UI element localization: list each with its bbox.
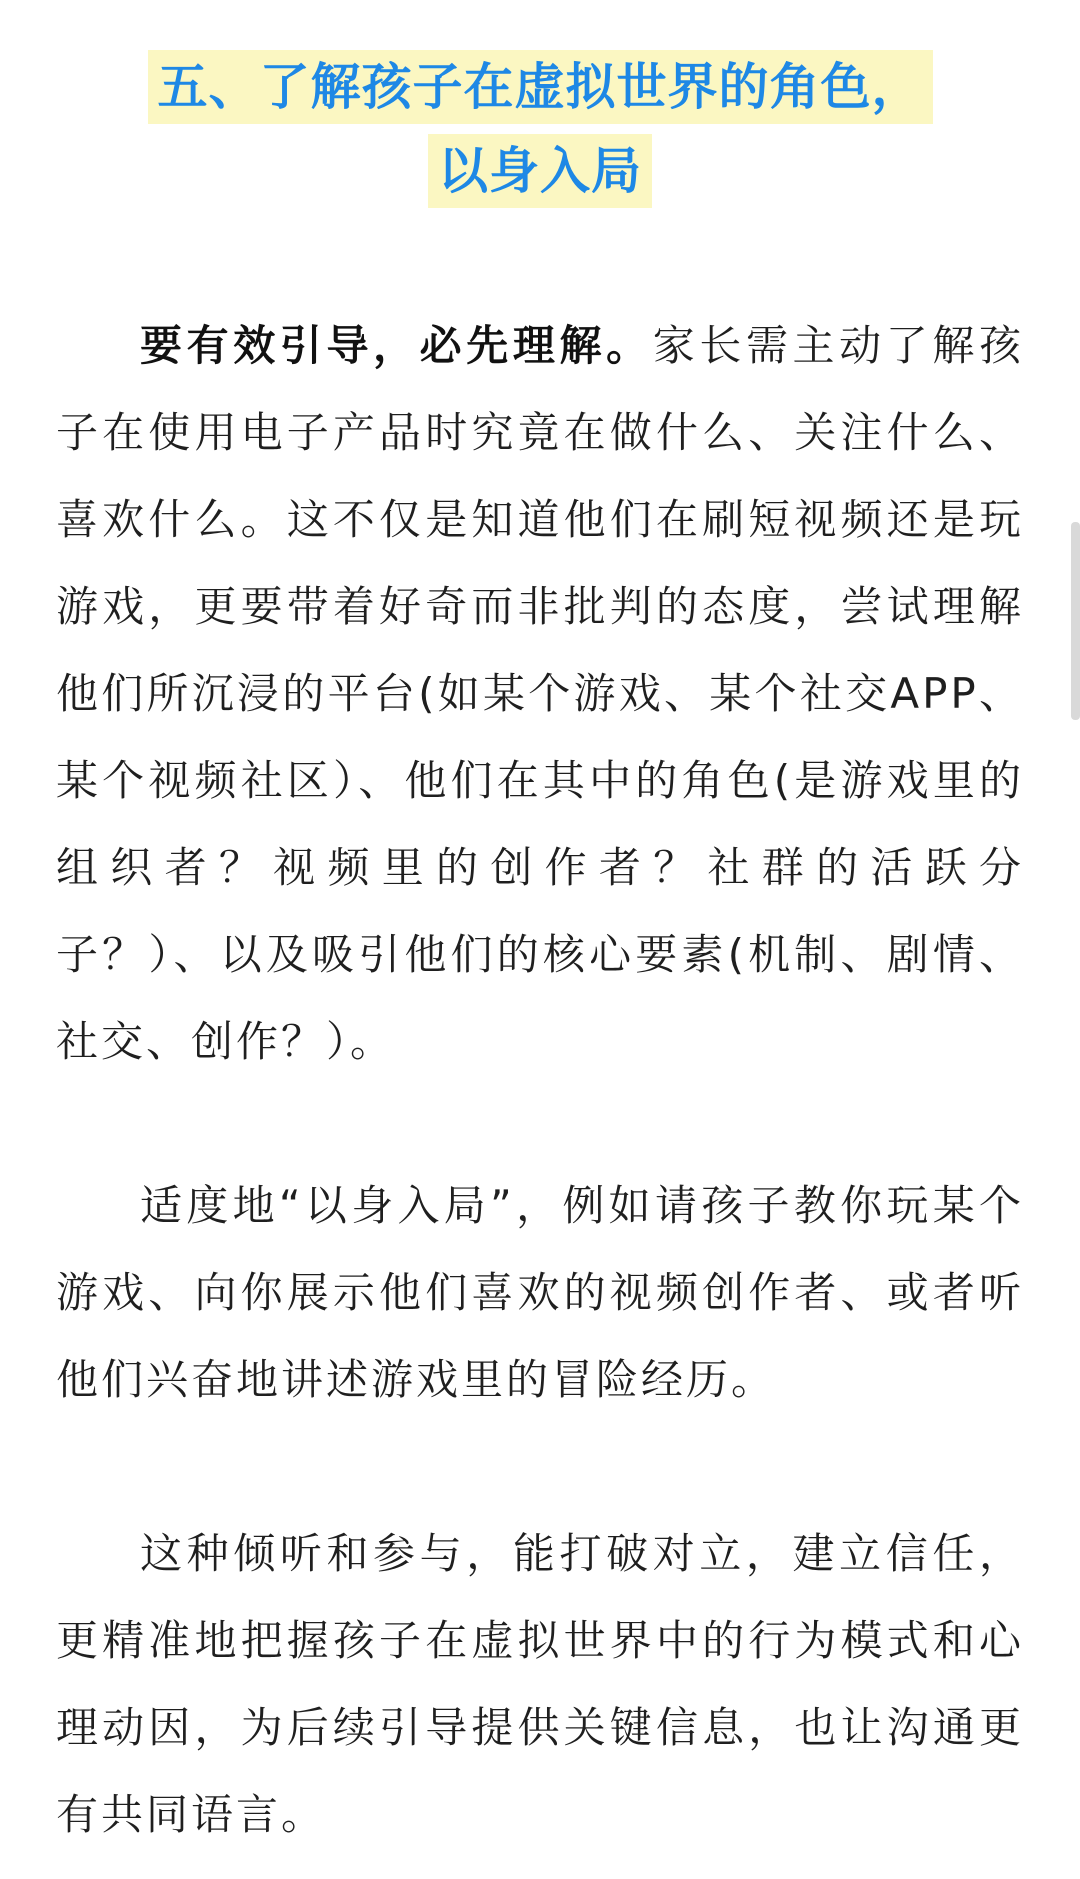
- paragraph-2: [56, 1162, 1024, 1423]
- paragraph-2-text: 适度地“以身入局”，例如请孩子教你玩某个游戏、向你展示他们喜欢的视频创作者、或者听他们兴奋地讲述游戏里的冒险经历。: [56, 1181, 1024, 1404]
- heading-text-2: 以身入局: [428, 134, 652, 208]
- section-heading-line-1: [0, 50, 1080, 124]
- paragraph-3: [56, 1510, 1024, 1858]
- paragraph-1: [56, 302, 1024, 1085]
- section-heading-line-2: [0, 134, 1080, 208]
- heading-text-1: 五、了解孩子在虚拟世界的角色，: [148, 50, 933, 124]
- paragraph-1-bold-lead: 要有效引导，必先理解。: [140, 321, 653, 370]
- paragraph-3-text: 这种倾听和参与，能打破对立，建立信任，更精准地把握孩子在虚拟世界中的行为模式和心理动因，为后续引导提供关键信息，也让沟通更有共同语言。: [56, 1529, 1024, 1839]
- paragraph-1-text: 家长需主动了解孩子在使用电子产品时究竟在做什么、关注什么、喜欢什么。这不仅是知道他们在刷短视频还是玩游戏，更要带着好奇而非批判的态度，尝试理解他们所沉浸的平台(如某个游戏、某个社交APP、某个视频社区）、他们在其中的角色(是游戏里的组织者？视频里的创作者？社群的活跃分子？）、以及吸引他们的核心要素(机制、剧情、社交、创作？）。: [56, 321, 1024, 1066]
- scrollbar-thumb[interactable]: [1071, 522, 1080, 720]
